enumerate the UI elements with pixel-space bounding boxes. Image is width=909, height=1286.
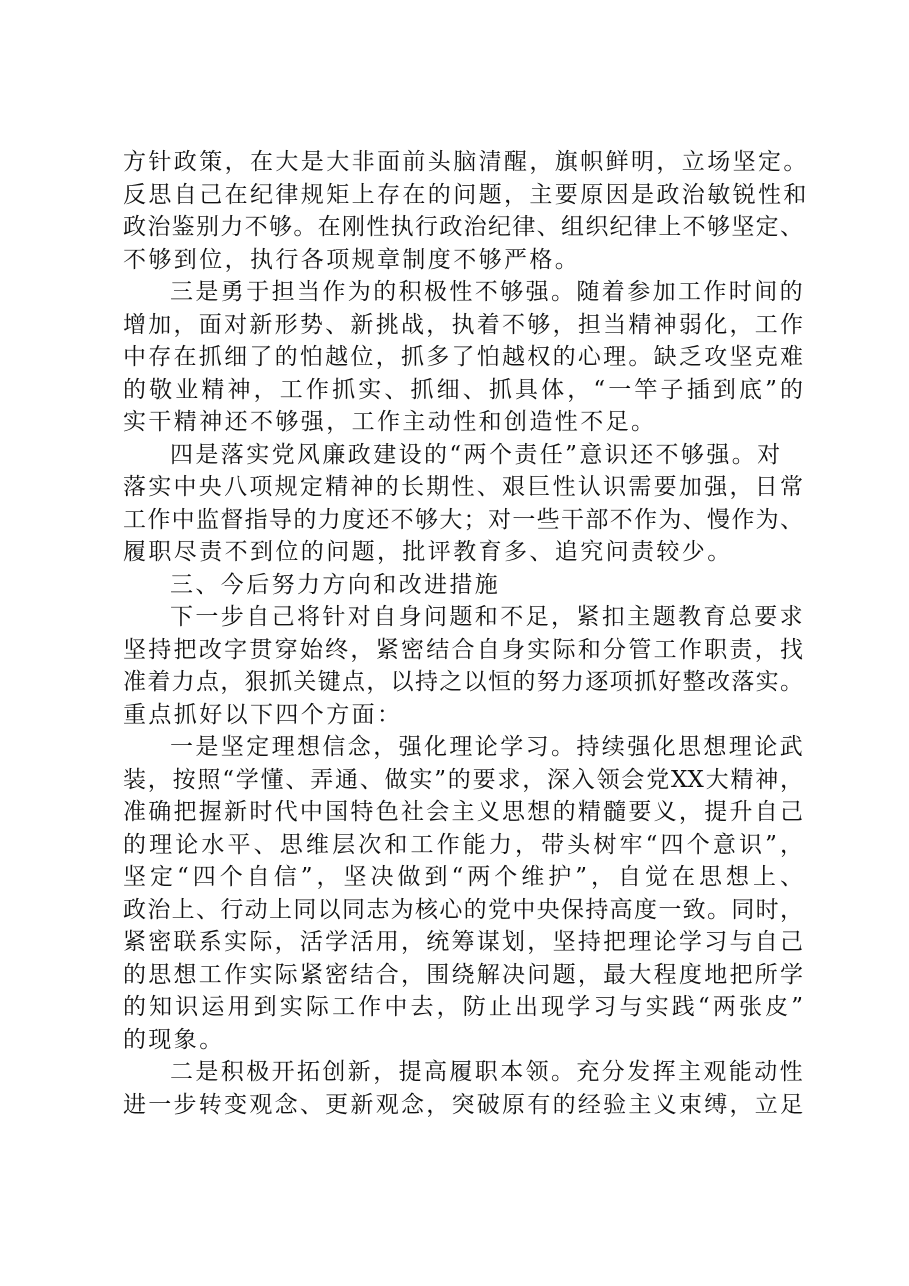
text-line: 的知识运用到实际工作中去，防止出现学习与实践“两张皮” [123,994,803,1020]
text-line: 坚持把改字贯穿始终，紧密结合自身实际和分管工作职责，找 [123,636,803,663]
text-line: 的理论水平、思维层次和工作能力，带头树牢“四个意识”， [123,831,803,858]
text-line: 一是坚定理想信念，强化理论学习。持续强化思想理论武 [170,734,805,760]
text-line: 进一步转变观念、更新观念，突破原有的经验主义束缚，立足 [123,1091,803,1118]
text-line: 工作中监督指导的力度还不够大；对一些干部不作为、慢作为、 [123,506,803,533]
text-line: 二是积极开拓创新，提高履职本领。充分发挥主观能动性 [170,1059,805,1085]
text-line: 下一步自己将针对自身问题和不足，紧扣主题教育总要求 [170,604,805,630]
text-line: 增加，面对新形势、新挑战，执着不够，担当精神弱化，工作 [123,311,803,338]
text-line: 的敬业精神，工作抓实、抓细、抓具体，“一竿子插到底”的 [123,376,803,403]
text-line: 政治鉴别力不够。在刚性执行政治纪律、组织纪律上不够坚定、 [123,214,803,240]
text-line: 不够到位，执行各项规章制度不够严格。 [123,246,581,273]
text-line: 四是落实党风廉政建设的“两个责任”意识还不够强。对 [170,441,783,468]
text-line: 实干精神还不够强，工作主动性和创造性不足。 [123,409,657,435]
text-line: 紧密联系实际，活学活用，统筹谋划，坚持把理论学习与自己 [123,929,803,955]
text-line: 准确把握新时代中国特色社会主义思想的精髓要义，提升自己 [123,799,803,825]
text-line: 重点抓好以下四个方面： [123,701,403,728]
text-line: 的思想工作实际紧密结合，围绕解决问题，最大程度地把所学 [123,961,803,988]
text-line: 准着力点，狠抓关键点，以持之以恒的努力逐项抓好整改落实。 [123,669,803,695]
text-line: 中存在抓细了的怕越位，抓多了怕越权的心理。缺乏攻坚克难 [123,344,803,370]
text-line: 的现象。 [123,1026,225,1053]
text-line: 装，按照“学懂、弄通、做实”的要求，深入领会党XX大精神， [123,766,803,793]
text-line: 三、今后努力方向和改进措施 [170,571,501,598]
document-body [123,146,809,1121]
text-line: 政治上、行动上同以同志为核心的党中央保持高度一致。同时， [123,896,803,923]
text-line: 方针政策，在大是大非面前头脑清醒，旗帜鲜明，立场坚定。 [123,149,809,175]
text-line: 反思自己在纪律规矩上存在的问题，主要原因是政治敏锐性和 [123,181,809,208]
text-line: 履职尽责不到位的问题，批评教育多、追究问责较少。 [123,539,733,565]
text-line: 落实中央八项规定精神的长期性、艰巨性认识需要加强，日常 [123,474,803,500]
text-line: 坚定“四个自信”，坚决做到“两个维护”，自觉在思想上、 [123,864,803,890]
text-line: 三是勇于担当作为的积极性不够强。随着参加工作时间的 [170,279,805,305]
